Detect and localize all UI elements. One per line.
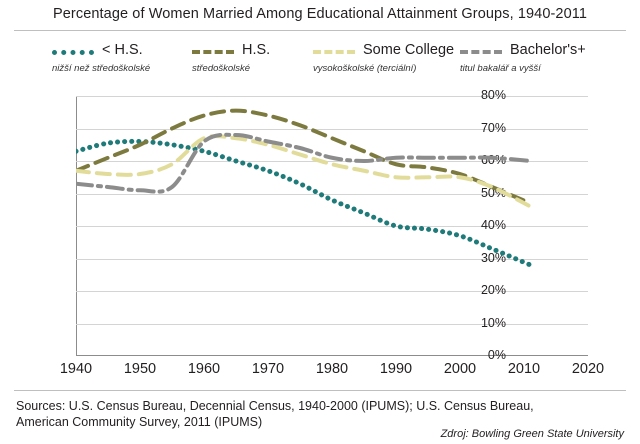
x-tick-label: 1940 bbox=[59, 361, 93, 377]
legend-swatch-some-college bbox=[313, 50, 355, 54]
sources-line-1: Sources: U.S. Census Bureau, Decennial Census, 1940-2000 (IPUMS); U.S. Census Bureau, bbox=[16, 399, 534, 413]
y-tick-label: 70% bbox=[480, 120, 506, 135]
x-tick-label: 2010 bbox=[507, 361, 541, 377]
page-title: Percentage of Women Married Among Educational Attainment Groups, 1940-2011 bbox=[52, 6, 587, 22]
x-tick-label: 1980 bbox=[315, 361, 349, 377]
legend-label-bachelors: Bachelor's+ bbox=[510, 42, 586, 58]
legend-label-hs-less: < H.S. bbox=[102, 42, 143, 58]
sources-note bbox=[16, 398, 616, 430]
legend-swatch-hs-less bbox=[52, 50, 94, 55]
x-tick-label: 1990 bbox=[379, 361, 413, 377]
y-tick-label: 40% bbox=[480, 218, 506, 232]
y-tick-label: 50% bbox=[480, 185, 506, 200]
legend-sub-hs: středoškolské bbox=[192, 63, 251, 74]
y-tick-label: 20% bbox=[480, 283, 506, 297]
x-tick-label: 1970 bbox=[251, 361, 285, 377]
x-tick-label: 1950 bbox=[123, 361, 157, 377]
sources-line-2: American Community Survey, 2011 (IPUMS) bbox=[16, 415, 263, 429]
legend-sub-hs-less: nižší než středoškolské bbox=[52, 63, 151, 74]
y-tick-label: 0% bbox=[487, 348, 506, 362]
y-tick-label: 60% bbox=[480, 153, 506, 167]
series-line bbox=[76, 141, 530, 265]
x-tick-label: 1960 bbox=[187, 361, 221, 377]
x-tick-label: 2020 bbox=[571, 361, 605, 377]
y-tick-label: 10% bbox=[480, 315, 506, 330]
credit-note: Zdroj: Bowling Green State University bbox=[440, 428, 624, 440]
chart-legend bbox=[40, 42, 625, 84]
footer-divider bbox=[14, 390, 626, 391]
plot-area bbox=[59, 88, 605, 377]
x-tick-label: 2000 bbox=[443, 361, 477, 377]
series-line bbox=[76, 136, 530, 206]
legend-swatch-hs bbox=[192, 50, 234, 54]
legend-label-hs: H.S. bbox=[242, 42, 271, 58]
legend-sub-bachelors: titul bakalář a vyšší bbox=[460, 63, 541, 74]
chart-series-svg bbox=[76, 96, 588, 356]
legend-swatch-bachelors bbox=[460, 50, 502, 54]
legend-label-some-college: Some College bbox=[363, 42, 455, 58]
y-tick-label: 30% bbox=[480, 250, 506, 265]
title-divider bbox=[14, 30, 626, 31]
legend-sub-some-college: vysokoškolské (terciální) bbox=[313, 63, 417, 74]
y-tick-label: 80% bbox=[480, 88, 506, 102]
